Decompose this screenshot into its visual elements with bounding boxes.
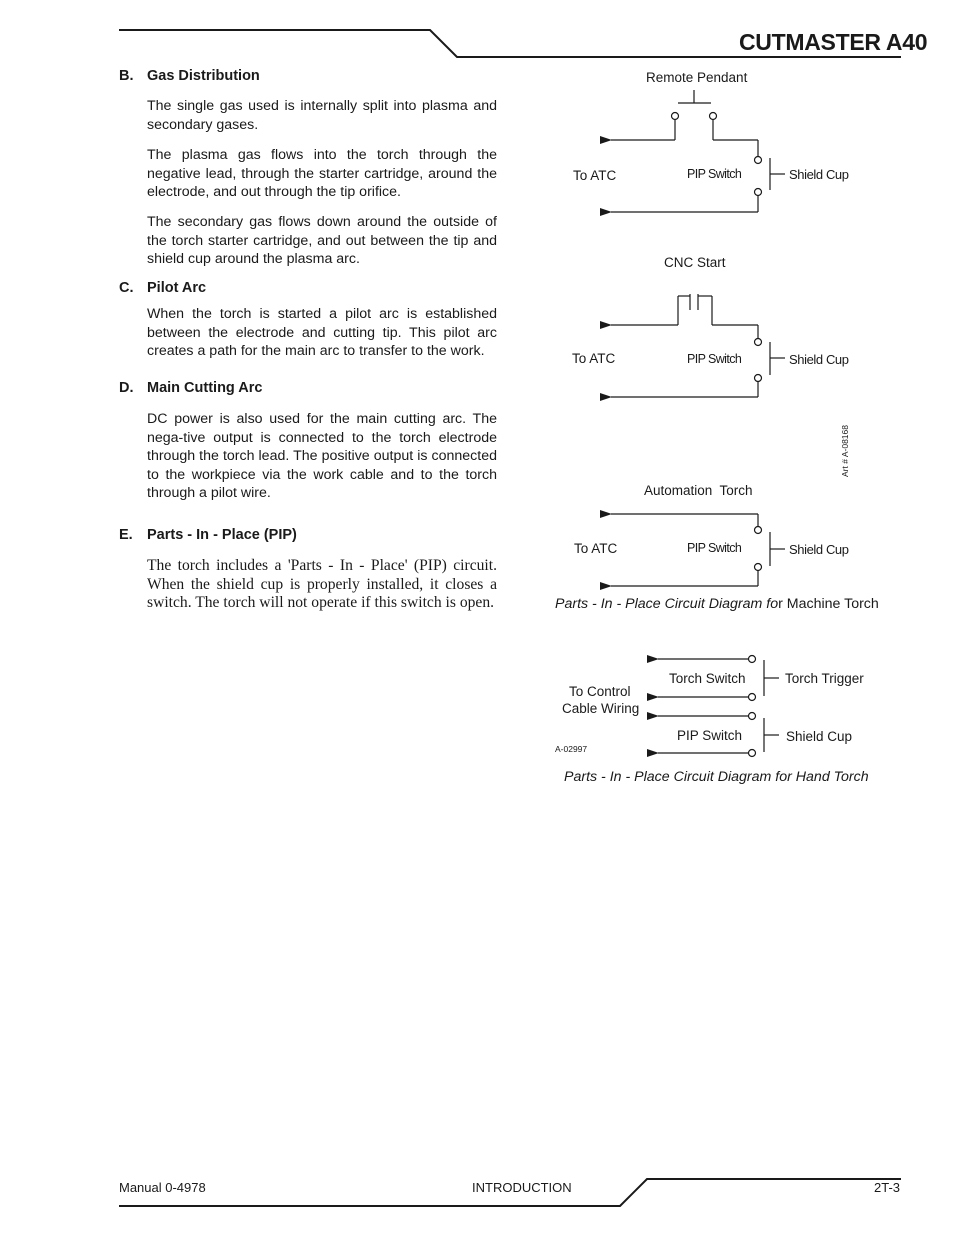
hand-torch-caption: Parts - In - Place Circuit Diagram for Hand Torch: [564, 769, 869, 785]
page-title: CUTMASTER A40: [739, 29, 928, 55]
pip-switch-label-2: PIP Switch: [687, 352, 742, 366]
section-e-letter: E.: [119, 527, 133, 543]
section-c-title: Pilot Arc: [147, 280, 207, 296]
to-atc-label-3: To ATC: [574, 541, 618, 556]
shield-cup-label-2: Shield Cup: [789, 352, 849, 367]
section-d-title: Main Cutting Arc: [147, 380, 263, 396]
automation-torch-label: Automation Torch: [644, 483, 753, 498]
footer-page-number: 2T-3: [874, 1180, 901, 1195]
footer-manual-number: Manual 0-4978: [119, 1180, 206, 1195]
pip-switch-label-3: PIP Switch: [687, 541, 742, 555]
section-c-para-1: When the torch is started a pilot arc is established between the electrode and cutting tip. This pilot arc creates a path for the main arc to transfer to the work.: [147, 306, 497, 360]
torch-trigger-label: Torch Trigger: [785, 671, 864, 686]
section-d-letter: D.: [119, 380, 134, 396]
section-b-para-2: The plasma gas flows into the torch through the negative lead, through the starter cartridge, around the electrode, and out through the tip orifice.: [147, 147, 497, 201]
cnc-start-label: CNC Start: [664, 255, 726, 270]
section-b-letter: B.: [119, 68, 134, 84]
section-b-para-3: The secondary gas flows down around the outside of the torch starter cartridge, and out between the tip and shield cup around the plasma arc.: [147, 214, 497, 268]
machine-torch-caption: [555, 596, 879, 612]
section-b-title: Gas Distribution: [147, 68, 260, 84]
pip-switch-label-1: PIP Switch: [687, 167, 742, 181]
section-c-letter: C.: [119, 280, 134, 296]
to-atc-label-2: To ATC: [572, 351, 616, 366]
hand-torch-pip-diagram: [0, 640, 954, 770]
section-e-para-1: The torch includes a 'Parts - In - Place' (PIP) circuit. When the shield cup is properly installed, it closes a switch. The torch will not operate if this switch is open.: [147, 557, 497, 612]
to-atc-label-1: To ATC: [573, 168, 617, 183]
shield-cup-label-hand: Shield Cup: [786, 729, 853, 744]
section-d-para-1: DC power is also used for the main cutting arc. The nega-tive output is connected to the torch electrode through the torch lead. The positive output is connected to the workpiece via the work cable and to the torch through a pilot wire.: [147, 411, 497, 502]
pip-switch-label-hand: PIP Switch: [677, 728, 743, 743]
machine-torch-caption-italic: Parts - In - Place Circuit Diagram fo: [555, 596, 779, 612]
art-number-hand: A-02997: [555, 744, 588, 754]
to-control-label-line2: Cable Wiring: [562, 701, 640, 716]
art-number-machine: Art # A-08168: [840, 425, 850, 477]
to-control-label-line1: To Control: [569, 684, 631, 699]
section-e-title: Parts - In - Place (PIP): [147, 527, 297, 543]
footer-section-name: INTRODUCTION: [472, 1180, 572, 1195]
section-b-para-1: The single gas used is internally split into plasma and secondary gases.: [147, 98, 497, 133]
shield-cup-label-3: Shield Cup: [789, 542, 849, 557]
machine-torch-caption-upright: r Machine Torch: [778, 596, 879, 612]
shield-cup-label-1: Shield Cup: [789, 167, 849, 182]
remote-pendant-label: Remote Pendant: [646, 70, 748, 85]
torch-switch-label: Torch Switch: [669, 671, 746, 686]
